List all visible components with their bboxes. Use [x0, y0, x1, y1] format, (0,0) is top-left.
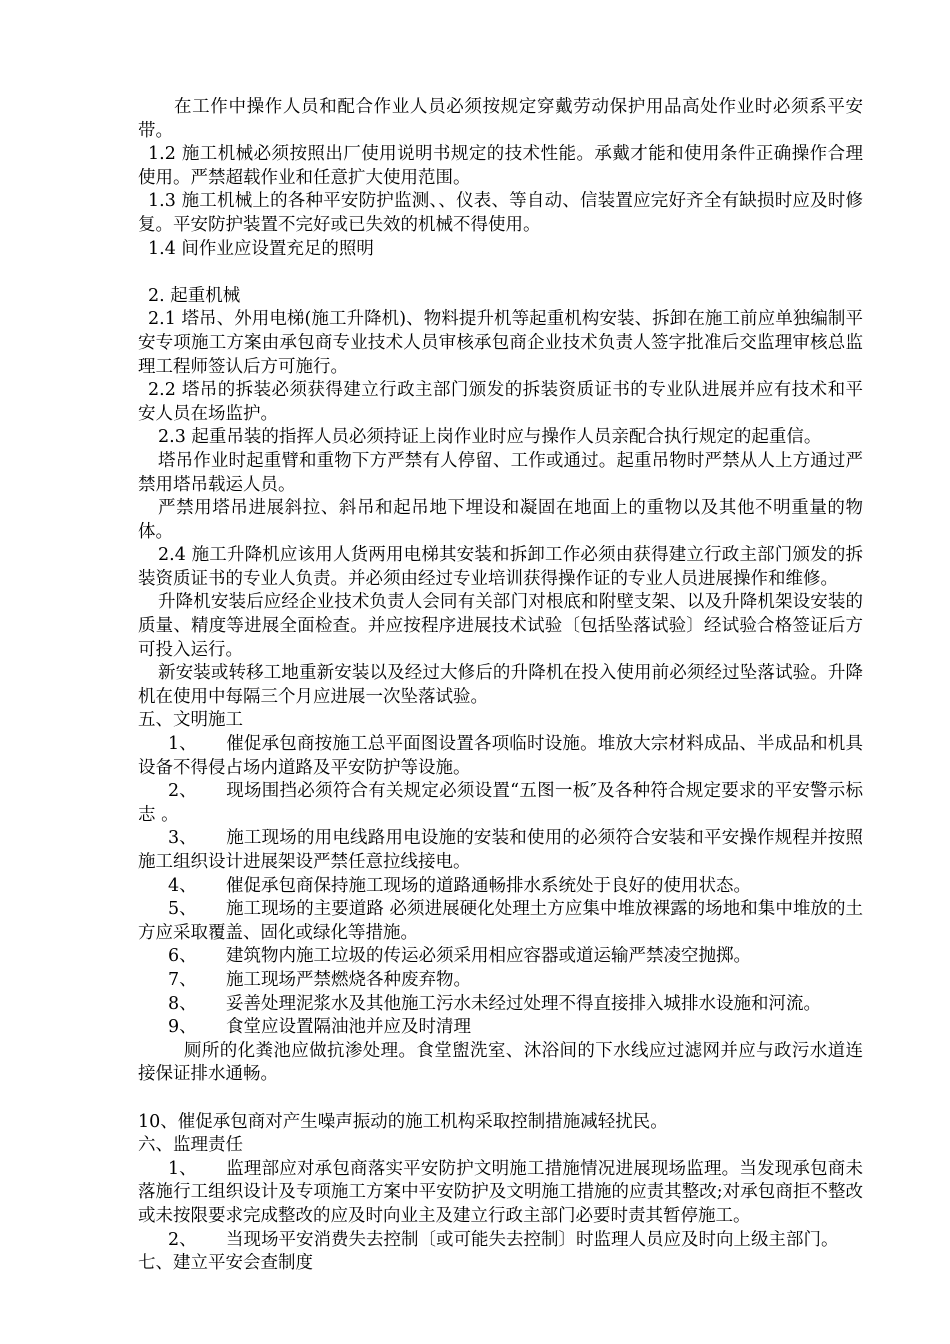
list-item — [138, 969, 863, 993]
list-item-number: 6、 — [168, 946, 197, 967]
paragraph: 升降机安装后应经企业技术负责人会同有关部门对根底和附壁支架、以及升降机架设安装的质量、精度等进展全面检查。并应按程序进展技术试验〔包括坠落试验〕经试验合格签证后方可投入运行。 — [138, 592, 863, 660]
paragraph: 厕所的化粪池应做抗渗处理。食堂盥洗室、沐浴间的下水线应过滤网并应与政污水道连接保证排水通畅。 — [138, 1040, 863, 1085]
list-item-number: 4、 — [168, 875, 197, 896]
list-item — [138, 945, 863, 969]
paragraph: 2.4 施工升降机应该用人货两用电梯其安装和拆卸工作必须由获得建立行政主部门颁发的拆装资质证书的专业人负责。并必须由经过专业培训获得操作证的专业人员进展操作和维修。 — [138, 545, 863, 589]
list-item-number: 1、 — [168, 1158, 197, 1179]
paragraph: 10、催促承包商对产生噪声振动的施工机构采取控制措施减轻扰民。 — [138, 1111, 668, 1132]
list-item — [138, 898, 863, 945]
paragraph: 2.3 起重吊装的指挥人员必须持证上岗作业时应与操作人员亲配合执行规定的起重信。 — [158, 427, 822, 448]
section-heading: 五、文明施工 — [138, 710, 243, 731]
list-item-number: 1、 — [168, 734, 197, 755]
paragraph: 在工作中操作人员和配合作业人员必须按规定穿戴劳动保护用品高处作业时必须系平安带。 — [138, 97, 863, 141]
paragraph: 2.2 塔吊的拆装必须获得建立行政主部门颁发的拆装资质证书的专业队进展并应有技术和平安人员在场监护。 — [138, 380, 863, 424]
list-item — [138, 1016, 863, 1040]
list-item-number: 3、 — [168, 828, 197, 849]
list-item — [138, 993, 863, 1017]
paragraph: 2.1 塔吊、外用电梯(施工升降机)、物料提升机等起重机构安装、拆卸在施工前应单独编制平安专项施工方案由承包商专业技术人员审核承包商企业技术负责人签字批准后交监理审核总监理工程师签认后方可施行。 — [138, 309, 863, 377]
list-item-number: 7、 — [168, 969, 197, 990]
list-item-text: 食堂应设置隔油池并应及时清理 — [226, 1017, 471, 1038]
section-heading: 七、建立平安会查制度 — [138, 1253, 313, 1274]
blank-line — [138, 1087, 863, 1111]
list-item — [138, 1229, 863, 1253]
list-item — [138, 827, 863, 874]
paragraph: 新安装或转移工地重新安装以及经过大修后的升降机在投入使用前必须经过坠落试验。升降机在使用中每隔三个月应进展一次坠落试验。 — [138, 663, 863, 707]
list-item-number: 5、 — [168, 899, 197, 920]
list-item-text: 现场围挡必须符合有关规定必须设置“五图一板″及各种符合规定要求的平安警示标志 。 — [138, 781, 863, 825]
list-item-text: 施工现场的主要道路 必须进展硬化处理土方应集中堆放裸露的场地和集中堆放的土方应采取覆盖、固化或绿化等措施。 — [138, 899, 863, 943]
section-heading: 六、监理责任 — [138, 1135, 243, 1156]
blank-line — [138, 261, 863, 285]
list-item-text: 建筑物内施工垃圾的传运必须采用相应容器或道运输严禁凌空抛掷。 — [226, 946, 751, 967]
list-item-text: 施工现场严禁燃烧各种废弃物。 — [226, 969, 471, 990]
paragraph: 严禁用塔吊进展斜拉、斜吊和起吊地下埋设和凝固在地面上的重物以及其他不明重量的物体。 — [138, 498, 863, 542]
list-item-text: 妥善处理泥浆水及其他施工污水未经过处理不得直接排入城排水设施和河流。 — [226, 993, 821, 1014]
list-item-text: 催促承包商按施工总平面图设置各项临时设施。堆放大宗材料成品、半成品和机具设备不得侵占场内道路及平安防护等设施。 — [138, 734, 863, 778]
list-item-number: 2、 — [168, 1229, 197, 1250]
list-item — [138, 733, 863, 780]
list-item — [138, 780, 863, 827]
list-item-number: 9、 — [168, 1017, 197, 1038]
paragraph: 1.4 间作业应设置充足的照明 — [148, 238, 374, 259]
paragraph: 1.3 施工机械上的各种平安防护监测、、仪表、等自动、信装置应完好齐全有缺损时应及时修复。平安防护装置不完好或已失效的机械不得使用。 — [138, 191, 863, 235]
list-item-text: 施工现场的用电线路用电设施的安装和使用的必须符合安装和平安操作规程并按照施工组织设计进展架设严禁任意拉线接电。 — [138, 828, 863, 872]
list-item — [138, 1158, 863, 1229]
paragraph: 1.2 施工机械必须按照出厂使用说明书规定的技术性能。承戴才能和使用条件正确操作合理使用。严禁超载作业和任意扩大使用范围。 — [138, 144, 863, 188]
list-item-number: 8、 — [168, 993, 197, 1014]
list-item-number: 2、 — [168, 781, 197, 802]
list-item-text: 当现场平安消费失去控制〔或可能失去控制〕时监理人员应及时向上级主部门。 — [226, 1229, 839, 1250]
document-body — [138, 96, 863, 1276]
section-heading: 2. 起重机械 — [148, 285, 241, 306]
list-item — [138, 875, 863, 899]
list-item-text: 催促承包商保持施工现场的道路通畅排水系统处于良好的使用状态。 — [226, 875, 751, 896]
list-item-text: 监理部应对承包商落实平安防护文明施工措施情况进展现场监理。当发现承包商未落施行工组织设计及专项施工方案中平安防护及文明施工措施的应责其整改;对承包商拒不整改或未按限要求完成整改的应及时向业主及建立行政主部门必要时责其暂停施工。 — [138, 1158, 863, 1226]
paragraph: 塔吊作业时起重臂和重物下方严禁有人停留、工作或通过。起重吊物时严禁从人上方通过严禁用塔吊载运人员。 — [138, 450, 863, 495]
